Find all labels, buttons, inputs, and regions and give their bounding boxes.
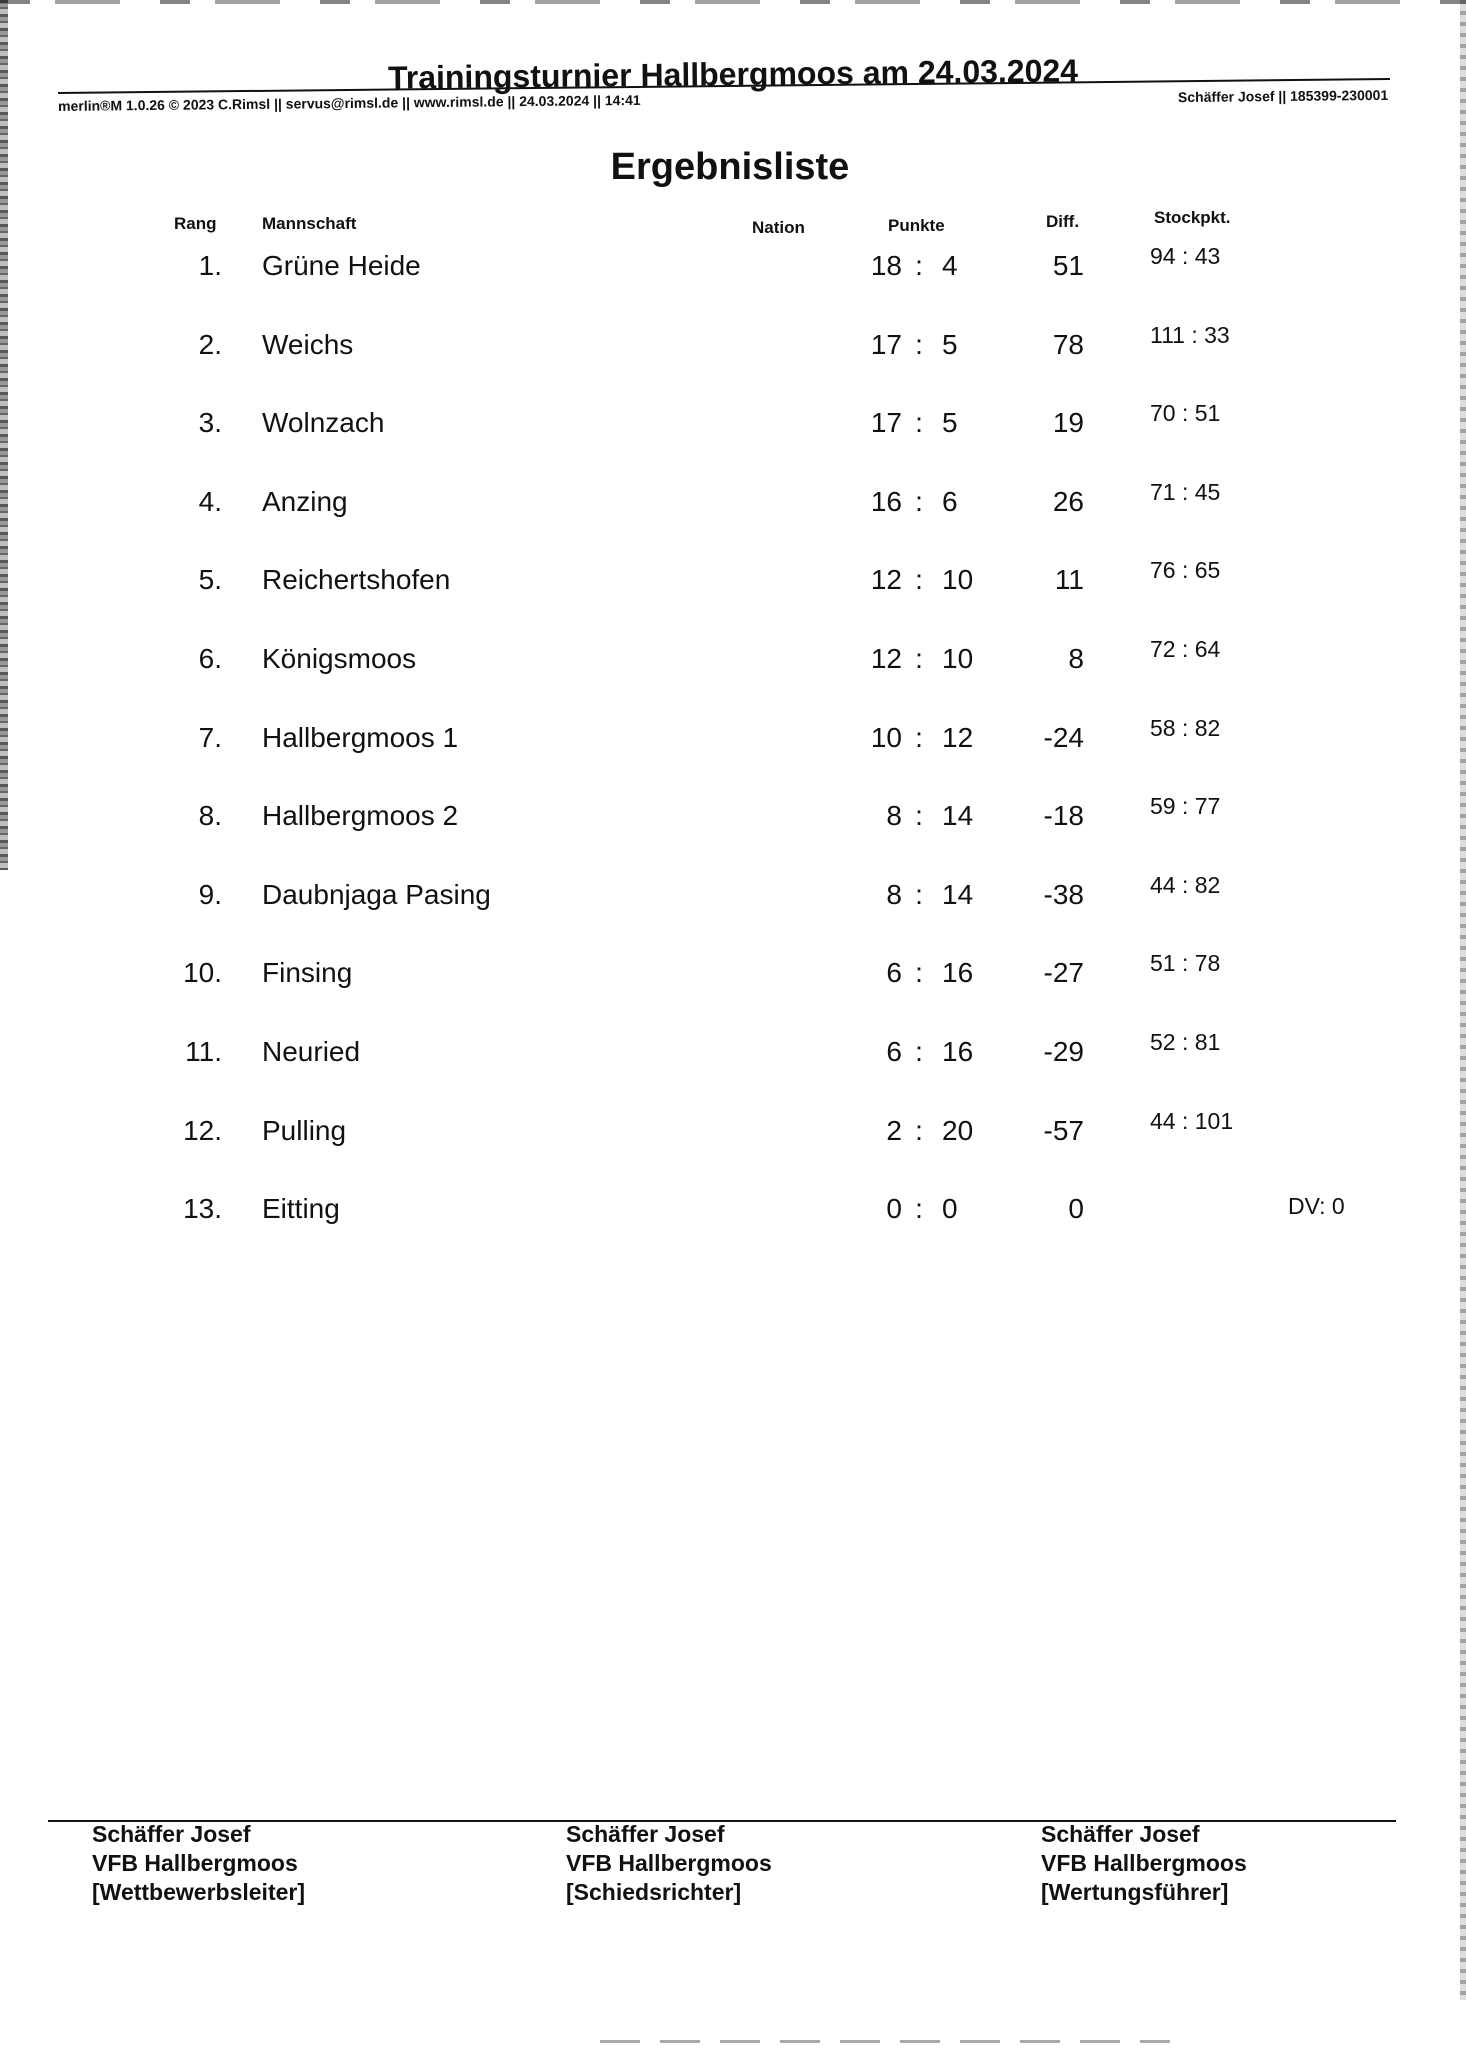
team-name-cell: Königsmoos <box>262 643 417 674</box>
table-row <box>0 478 1466 536</box>
rank-cell: 2. <box>198 328 222 360</box>
difference-cell: -27 <box>1043 957 1084 989</box>
scan-artifact-bottom <box>600 2040 1170 2043</box>
difference-cell: -24 <box>1043 721 1084 753</box>
difference-cell: 78 <box>1052 328 1084 360</box>
rank-cell: 3. <box>198 407 222 439</box>
points-for-cell: 17 <box>870 328 902 360</box>
stock-points-cell: 44 : 101 <box>1150 1107 1234 1134</box>
points-for-cell: 12 <box>870 564 902 596</box>
points-for-cell: 2 <box>886 1114 902 1146</box>
signature-3 <box>1041 1820 1247 1907</box>
table-row <box>0 400 1466 457</box>
points-against-cell: 20 <box>942 1114 974 1146</box>
signature-club: VFB Hallbergmoos <box>1041 1850 1247 1876</box>
signature-club: VFB Hallbergmoos <box>566 1850 772 1876</box>
difference-cell: -57 <box>1043 1114 1084 1146</box>
difference-cell: -18 <box>1043 800 1084 832</box>
team-name-cell: Reichertshofen <box>262 564 451 596</box>
signature-1 <box>92 1820 305 1907</box>
difference-cell: 0 <box>1068 1193 1084 1225</box>
signature-role: [Wettbewerbsleiter] <box>92 1879 306 1905</box>
difference-cell: 51 <box>1052 250 1084 281</box>
points-for-cell: 6 <box>886 1036 902 1067</box>
software-meta: merlin®M 1.0.26 © 2023 C.Rimsl || servus@rimsl.de || www.rimsl.de || 24.03.2024 || 14:41 <box>58 91 641 114</box>
rank-cell: 11. <box>185 1036 222 1067</box>
points-separator: : <box>915 328 923 360</box>
stock-points-cell: 111 : 33 <box>1150 321 1230 348</box>
points-for-cell: 17 <box>870 407 902 439</box>
list-title: Ergebnisliste <box>610 146 850 188</box>
points-against-cell: 14 <box>942 878 974 910</box>
points-for-cell: 12 <box>870 643 902 674</box>
difference-cell: 11 <box>1054 564 1084 596</box>
points-against-cell: 0 <box>942 1193 958 1225</box>
signature-name: Schäffer Josef <box>566 1821 725 1847</box>
difference-cell: 19 <box>1052 407 1084 439</box>
rank-cell: 1. <box>198 250 222 281</box>
rank-cell: 8. <box>198 800 222 832</box>
stock-points-cell: 58 : 82 <box>1150 714 1221 741</box>
column-header-points: Punkte <box>888 216 945 235</box>
stock-points-cell: 44 : 82 <box>1150 871 1221 898</box>
table-row <box>0 950 1466 1007</box>
difference-cell: -29 <box>1043 1036 1084 1067</box>
signature-role: [Schiedsrichter] <box>566 1879 742 1905</box>
table-row <box>0 793 1466 850</box>
signature-name: Schäffer Josef <box>1041 1821 1200 1847</box>
column-header-diff: Diff. <box>1046 212 1080 231</box>
team-name-cell: Weichs <box>262 328 354 360</box>
rank-cell: 5. <box>198 564 222 596</box>
rank-cell: 7. <box>198 721 222 753</box>
team-name-cell: Anzing <box>262 485 348 517</box>
points-for-cell: 8 <box>886 800 902 832</box>
stock-points-cell: 72 : 64 <box>1150 636 1221 662</box>
stock-points-cell: 59 : 77 <box>1150 793 1221 820</box>
points-for-cell: 8 <box>886 878 902 910</box>
points-separator: : <box>915 407 923 439</box>
stock-points-cell: 70 : 51 <box>1150 400 1221 427</box>
points-separator: : <box>915 1193 923 1225</box>
signature-name: Schäffer Josef <box>92 1821 251 1847</box>
table-row <box>0 243 1466 300</box>
points-against-cell: 4 <box>942 250 958 281</box>
table-row <box>0 557 1466 614</box>
team-name-cell: Neuried <box>262 1036 361 1067</box>
team-name-cell: Eitting <box>262 1193 340 1225</box>
points-against-cell: 5 <box>942 328 958 360</box>
rank-cell: 10. <box>183 957 222 989</box>
table-row <box>0 1029 1466 1086</box>
points-for-cell: 10 <box>870 721 902 753</box>
points-separator: : <box>915 878 923 910</box>
points-separator: : <box>915 250 923 281</box>
column-header-team: Mannschaft <box>262 214 357 233</box>
table-row <box>0 1107 1466 1165</box>
signature-club: VFB Hallbergmoos <box>92 1850 298 1876</box>
rank-cell: 4. <box>198 485 222 517</box>
difference-cell: 26 <box>1052 485 1084 517</box>
points-separator: : <box>915 564 923 596</box>
team-name-cell: Hallbergmoos 2 <box>262 800 459 832</box>
table-row <box>0 1193 1466 1243</box>
difference-cell: -38 <box>1043 878 1084 910</box>
team-name-cell: Finsing <box>262 957 353 989</box>
signature-2 <box>566 1820 772 1907</box>
team-name-cell: Grüne Heide <box>262 250 421 281</box>
points-separator: : <box>915 485 923 517</box>
points-for-cell: 0 <box>886 1193 902 1225</box>
column-header-rank: Rang <box>174 214 217 233</box>
team-name-cell: Wolnzach <box>262 407 385 439</box>
stock-points-cell: 76 : 65 <box>1150 557 1221 584</box>
team-name-cell: Daubnjaga Pasing <box>262 878 491 910</box>
points-for-cell: 18 <box>870 250 902 281</box>
points-against-cell: 6 <box>942 485 958 517</box>
stock-points-cell: 94 : 43 <box>1150 243 1221 269</box>
points-separator: : <box>915 800 923 832</box>
operator-meta: Schäffer Josef || 185399-230001 <box>1177 86 1389 106</box>
column-header-stock: Stockpkt. <box>1154 208 1231 227</box>
points-against-cell: 16 <box>942 957 974 989</box>
points-against-cell: 10 <box>942 564 974 596</box>
signature-role: [Wertungsführer] <box>1041 1879 1229 1905</box>
stock-points-cell: 71 : 45 <box>1150 478 1221 505</box>
points-for-cell: 6 <box>886 957 902 989</box>
scan-artifact-top <box>0 0 1466 4</box>
points-separator: : <box>915 643 923 674</box>
points-against-cell: 16 <box>942 1036 974 1067</box>
points-against-cell: 12 <box>942 721 974 753</box>
difference-cell: 8 <box>1068 643 1084 674</box>
rank-cell: 13. <box>183 1193 222 1225</box>
table-row <box>0 871 1466 929</box>
rank-cell: 6. <box>198 643 222 674</box>
team-name-cell: Hallbergmoos 1 <box>262 721 459 753</box>
points-against-cell: 14 <box>942 800 974 832</box>
document-title: Trainingsturnier Hallbergmoos am 24.03.2024 <box>387 52 1079 96</box>
dv-note-cell: DV: 0 <box>1288 1193 1345 1220</box>
rank-cell: 12. <box>183 1114 222 1146</box>
team-name-cell: Pulling <box>262 1114 347 1146</box>
points-separator: : <box>915 1114 923 1146</box>
points-against-cell: 10 <box>942 643 974 674</box>
points-separator: : <box>915 721 923 753</box>
stock-points-cell: 52 : 81 <box>1150 1029 1221 1055</box>
points-separator: : <box>915 1036 923 1067</box>
table-row <box>0 636 1466 693</box>
rank-cell: 9. <box>198 878 222 910</box>
column-header-nation: Nation <box>752 218 805 237</box>
stock-points-cell: 51 : 78 <box>1150 950 1221 977</box>
table-row <box>0 714 1466 772</box>
table-row <box>0 321 1466 379</box>
points-against-cell: 5 <box>942 407 958 439</box>
points-for-cell: 16 <box>870 485 902 517</box>
points-separator: : <box>915 957 923 989</box>
